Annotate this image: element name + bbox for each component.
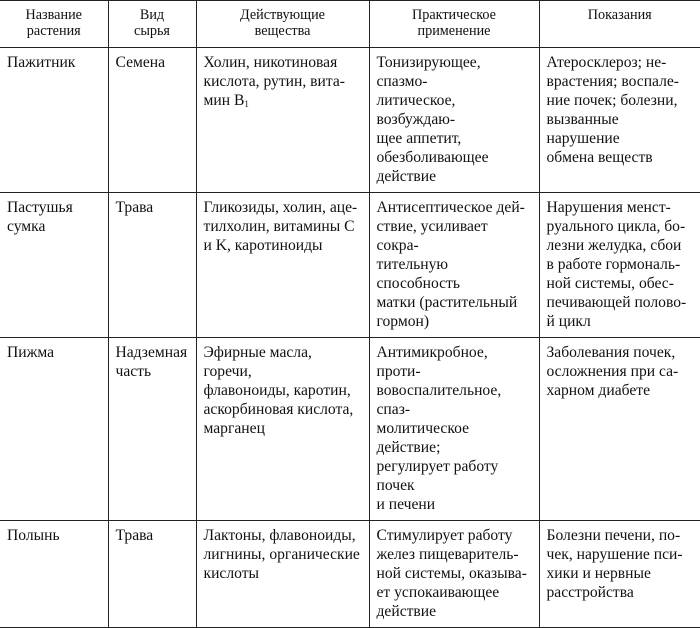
cell-active-substances: Лактоны, флавоноиды, лигнины, органические кислоты <box>196 521 369 628</box>
vitamin-subscript: 1 <box>244 99 249 109</box>
cell-indications: Болезни печени, по- чек, нарушение пси- хики и нервные расстройства <box>539 521 700 628</box>
table-row <box>0 193 700 338</box>
cell-raw-type: Трава <box>108 521 196 628</box>
cell-indications: Нарушения менст- руального цикла, бо- лезни желудка, сбои в работе гормональ- ной системы, обес- печивающей полово- й цикл <box>539 193 700 338</box>
table-row <box>0 521 700 628</box>
cell-active-substances <box>196 48 369 193</box>
cell-plant-name: Пажитник <box>0 48 108 193</box>
substances-text: Холин, никотиновая кислота, рутин, вита- мин В <box>203 54 345 109</box>
header-plant-name: Название растения <box>0 1 108 48</box>
header-active-substances: Действующие вещества <box>196 1 369 48</box>
cell-raw-type: Трава <box>108 193 196 338</box>
cell-raw-type: Семена <box>108 48 196 193</box>
cell-raw-type: Надземная часть <box>108 338 196 521</box>
table-header <box>0 1 700 48</box>
table-row <box>0 48 700 193</box>
cell-indications: Атеросклероз; не- врастения; воспале- ние почек; болезни, вызванные нарушение обмена веществ <box>539 48 700 193</box>
header-practical-use: Практическое применение <box>369 1 539 48</box>
cell-practical-use: Антимикробное, проти- вовоспалительное, спаз- молитическое действие; регулирует работу почек и печени <box>369 338 539 521</box>
header-indications: Показания <box>539 1 700 48</box>
cell-plant-name: Полынь <box>0 521 108 628</box>
cell-practical-use: Стимулирует работу желез пищеваритель- ной системы, оказыва- ет успокаивающее действие <box>369 521 539 628</box>
table-row <box>0 338 700 521</box>
cell-active-substances: Эфирные масла, горечи, флавоноиды, каротин, аскорбиновая кислота, марганец <box>196 338 369 521</box>
cell-practical-use: Тонизирующее, спазмо- литическое, возбуждаю- щее аппетит, обезболивающее действие <box>369 48 539 193</box>
cell-practical-use: Антисептическое дей- ствие, усиливает сокра- тительную способность матки (растительный гормон) <box>369 193 539 338</box>
cell-indications: Заболевания почек, осложнения при са- харном диабете <box>539 338 700 521</box>
cell-active-substances: Гликозиды, холин, аце- тилхолин, витамины С и K, каротиноиды <box>196 193 369 338</box>
header-row <box>0 1 700 48</box>
header-raw-type: Вид сырья <box>108 1 196 48</box>
cell-plant-name: Пижма <box>0 338 108 521</box>
table-body <box>0 48 700 628</box>
cell-plant-name: Пастушья сумка <box>0 193 108 338</box>
